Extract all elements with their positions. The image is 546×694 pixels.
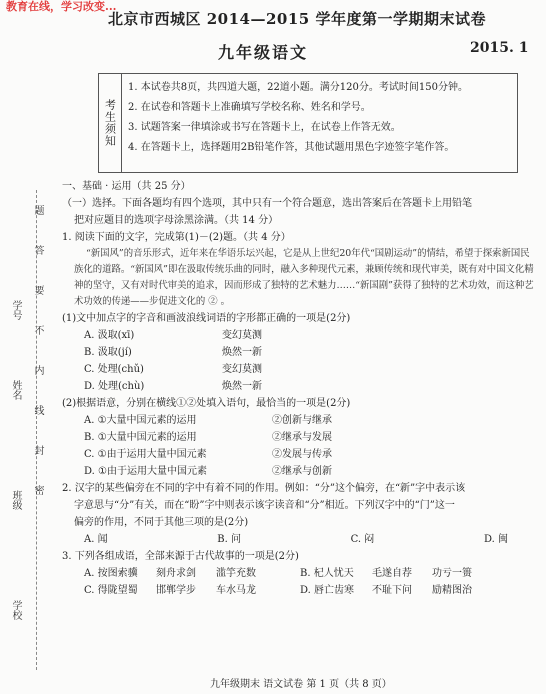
answer-options-row: [62, 531, 538, 548]
binding-char: 线: [32, 405, 43, 417]
exam-title: 北京市西城区 2014—2015 学年度第一学期期末试卷: [108, 10, 486, 28]
option-text: ②发展与传承: [272, 449, 332, 460]
notice-item: 2. 在试卷和答题卡上准确填写学校名称、姓名和学号。: [128, 102, 371, 113]
notice-items: [122, 74, 517, 172]
notice-item: 3. 试题答案一律填涂或书写在答题卡上，在试卷上作答无效。: [128, 122, 401, 133]
option-text: A. 闻: [84, 534, 108, 545]
idiom: 不耻下问: [372, 585, 412, 596]
option-text: D. 闽: [483, 534, 508, 545]
idiom: A. 按图索骥: [84, 568, 138, 579]
option-text: 焕然一新: [222, 381, 262, 392]
question-1-2: (2)根据语意，分别在横线①②处填入语句，最恰当的一项是(2分): [62, 398, 351, 409]
binding-line: [36, 190, 37, 670]
option-text: 焕然一新: [222, 347, 262, 358]
notice-label: 考生须知: [99, 74, 122, 172]
option-text: A. 汲取(xī): [84, 330, 135, 341]
part-instruction: （一）选择。下面各题均有四个选项，其中只有一个符合题意，选出答案后在答题卡上用铅笔: [62, 198, 472, 209]
notice-item: 4. 在答题卡上，选择题用2B铅笔作答，其他试题用黑色字迹签字笔作答。: [128, 142, 455, 153]
answer-option: [62, 463, 538, 480]
binding-char: 要: [32, 285, 43, 297]
binding-char: 题: [32, 205, 43, 217]
candidate-notice: [98, 73, 518, 173]
student-id-label: 学号: [10, 300, 21, 320]
idiom-row: [62, 582, 538, 599]
option-text: D. ①由于运用大量中国元素: [84, 466, 207, 477]
binding-char: 内: [32, 365, 43, 377]
option-text: ②继承与发展: [272, 432, 332, 443]
answer-option: [62, 429, 538, 446]
option-text: A. ①大量中国元素的运用: [84, 415, 197, 426]
binding-char: 不: [32, 325, 43, 337]
option-text: C. ①由于运用大量中国元素: [84, 449, 207, 460]
answer-option: [62, 344, 538, 361]
option-text: B. 汲取(jí): [84, 347, 132, 358]
option-text: C. 闷: [350, 534, 375, 545]
section-heading: 一、基础 · 运用（共 25 分）: [62, 181, 191, 192]
question-2: 2. 汉字的某些偏旁在不同的字中有着不同的作用。例如：“分”这个偏旁，在“新”字中表示该: [62, 483, 466, 494]
idiom: B. 杞人忧天: [300, 568, 354, 579]
part-instruction: 把对应题目的选项字母涂黑涂满。（共 14 分）: [74, 215, 279, 226]
exam-date: 2015. 1: [470, 40, 529, 56]
answer-option: [62, 412, 538, 429]
question-2-cont: 字意思与“分”有关，而在“盼”字中则表示该字读音和“分”相近。下列汉字中的“门”这一: [74, 500, 455, 511]
answer-option: [62, 327, 538, 344]
class-label: 班级: [10, 490, 21, 510]
option-text: C. 处理(chǔ): [84, 364, 144, 375]
page-footer: 九年级期末 语文试卷 第 1 页（共 8 页）: [210, 679, 392, 690]
idiom: 车水马龙: [216, 585, 256, 596]
idiom: 刻舟求剑: [156, 568, 196, 579]
option-text: ②创新与继承: [272, 415, 332, 426]
idiom: 毛遂自荐: [372, 568, 412, 579]
idiom: D. 唇亡齿寒: [300, 585, 355, 596]
idiom: 滥竽充数: [216, 568, 256, 579]
answer-option: [62, 446, 538, 463]
option-text: 变幻莫测: [222, 364, 262, 375]
binding-char: 答: [32, 245, 43, 257]
notice-item: 1. 本试卷共8页，共四道大题，22道小题。满分120分。考试时间150分钟。: [128, 82, 468, 93]
idiom: 邯郸学步: [156, 585, 196, 596]
option-text: ②继承与创新: [272, 466, 332, 477]
watermark: 教育在线，学习改变...: [6, 0, 117, 13]
binding-char: 封: [32, 445, 43, 457]
idiom: 励精图治: [432, 585, 472, 596]
question-3: 3. 下列各组成语，全部来源于古代故事的一项是(2分): [62, 551, 299, 562]
idiom-row: [62, 565, 538, 582]
idiom: C. 得陇望蜀: [84, 585, 138, 596]
question-2-cont: 偏旁的作用，不同于其他三项的是(2分): [74, 517, 249, 528]
idiom: 功亏一篑: [432, 568, 472, 579]
subject-title: 九年级语文: [218, 43, 309, 62]
option-text: B. ①大量中国元素的运用: [84, 432, 197, 443]
answer-option: [62, 378, 538, 395]
question-1-1: (1)文中加点字的字音和画波浪线词语的字形都正确的一项是(2分): [62, 313, 351, 324]
answer-option: [62, 361, 538, 378]
option-text: B. 问: [217, 534, 241, 545]
exam-content: [62, 178, 538, 599]
school-label: 学校: [10, 600, 21, 620]
option-text: D. 处理(chù): [84, 381, 145, 392]
question-1: 1. 阅读下面的文字，完成第(1)－(2)题。（共 4 分）: [62, 232, 291, 243]
name-label: 姓名: [10, 380, 21, 400]
binding-char: 密: [32, 485, 43, 497]
option-text: 变幻莫测: [222, 330, 262, 341]
reading-passage: “新国风”的音乐形式，近年来在华语乐坛兴起，它是从上世纪20年代“国剧运动”的情结，希望于探索新国民族化的道路。“新国风”即在汲取传统乐曲的同时，融入多种现代元素，兼顾传统和现代审美，既有对中国文化精神的坚守，又有对时代审美的追求，因而形成了独特的艺术魅力……“新国剧”获得了独特的艺术功效，而这种艺术功效的传递——步促进文化的 ② 。: [74, 248, 534, 307]
